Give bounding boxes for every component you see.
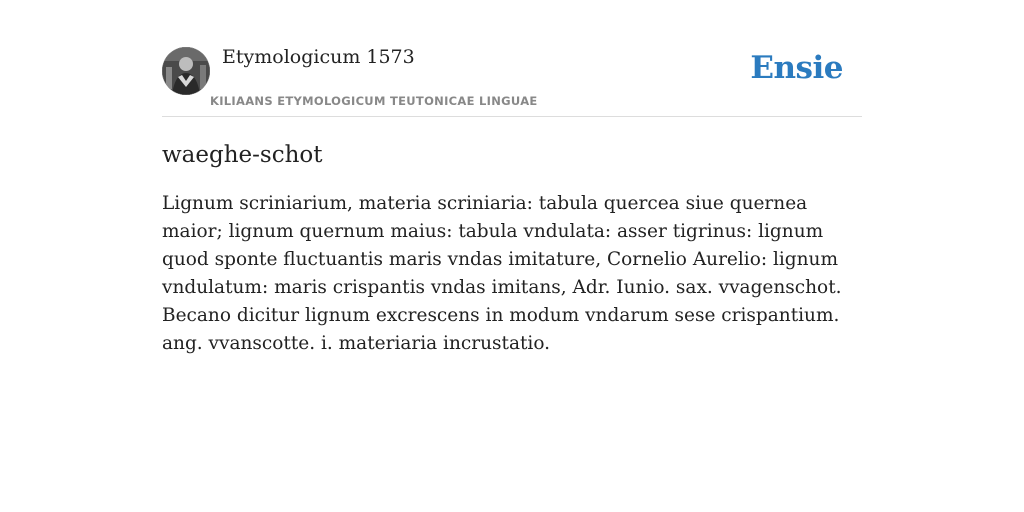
entry-headword: waeghe-schot	[162, 142, 323, 168]
ensie-logo-link[interactable]: Ensie	[750, 50, 843, 86]
entry-card	[162, 40, 862, 358]
dictionary-subtitle: KILIAANS ETYMOLOGICUM TEUTONICAE LINGUAE	[210, 94, 538, 108]
dictionary-header	[162, 40, 862, 117]
dictionary-avatar-icon[interactable]	[162, 47, 210, 95]
dictionary-title[interactable]: Etymologicum 1573	[222, 46, 415, 68]
entry-definition: Lignum scriniarium, materia scriniaria: tabula quercea siue quernea maior; lignum quernum maius: tabula vndulata: asser tigrinus: lignum quod sponte fluctuantis maris vndas imitature, Cornelio Aurelio: lignum vndulatum: maris crispantis vndas imitans, Adr. Iunio. sax. vvagenschot. Becano dicitur lignum excrescens in modum vndarum sese crispantium. ang. vvanscotte. i. materiaria incrustatio.	[162, 193, 842, 354]
